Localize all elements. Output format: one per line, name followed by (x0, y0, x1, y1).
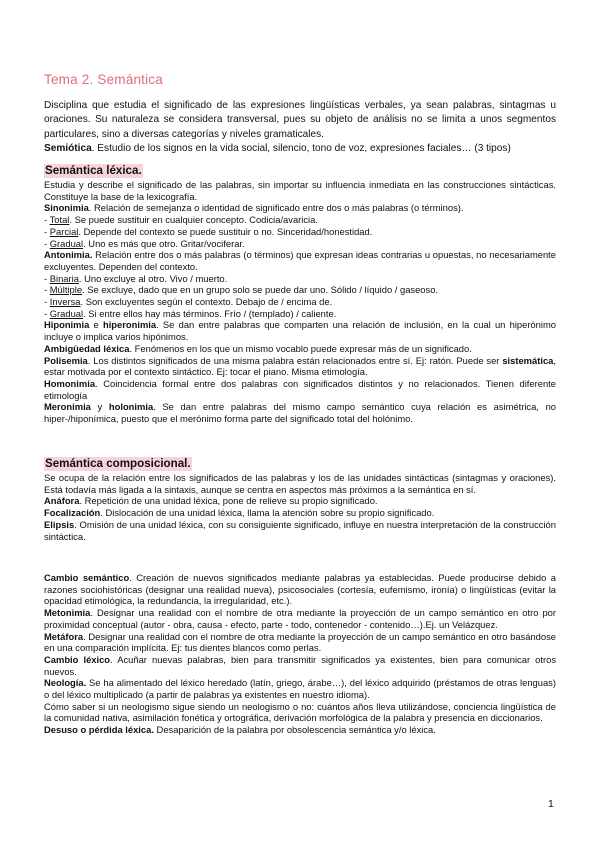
sinonimia-paragraph: Sinonimia. Relación de semejanza o identidad de significado entre dos o más palabras (o términos). (44, 202, 464, 214)
list-item: - Inversa. Son excluyentes según el contexto. Debajo de / encima de. (44, 296, 333, 308)
homonimia-paragraph: Homonimia. Coincidencia formal entre dos palabras con significados distintos y no relacionados. Tienen diferente etimología (44, 377, 556, 401)
page-title: Tema 2. Semántica (44, 72, 163, 87)
hiponimia-paragraph: Hiponimia e hiperonimia. Se dan entre palabras que comparten una relación de inclusión, en la cual un hiperónimo incluye o implica varios hipónimos. (44, 319, 556, 343)
antonimia-paragraph: Antonimia. Relación entre dos o más palabras (o términos) que expresan ideas contrarias u opuestas, no necesariamente excluyentes. Dependen del contexto. (44, 249, 556, 272)
list-item: - Parcial. Depende del contexto se puede sustituir o no. Sinceridad/honestidad. (44, 225, 373, 237)
list-item: - Binaria. Uno excluye al otro. Vivo / muerto. (44, 272, 228, 284)
list-item: - Total. Se puede sustituir en cualquier concepto. Codicia/avaricia. (44, 214, 318, 226)
ambiguedad-paragraph: Ambigüedad léxica. Fenómenos en los que un mismo vocablo puede expresar más de un significado. (44, 342, 472, 354)
neologia-paragraph: Neología. Se ha alimentado del léxico heredado (latín, griego, árabe…), del léxico adquirido (préstamos de otras lenguas) o del léxico multiplicado (a partir de palabras ya existentes en nuestro idioma). (44, 677, 556, 701)
semantica-composicional-section (44, 457, 556, 542)
intro-section (44, 99, 556, 156)
semiotica-paragraph: Semiótica. Estudio de los signos en la vida social, silencio, tono de voz, expresiones faciales… (3 tipos) (44, 142, 511, 154)
semantica-lexica-heading: Semántica léxica. (45, 164, 142, 177)
list-item: - Gradual. Si entre ellos hay más términos. Frío / (templado) / caliente. (44, 307, 337, 319)
semantica-composicional-heading: Semántica composicional. (45, 457, 191, 470)
polisemia-paragraph: Polisemia. Los distintos significados de una misma palabra están relacionados entre sí. Ej: ratón. Puede ser sistemática, estar motivada por el contexto sintáctico. Ej: tocar el piano. Misma etimología. (44, 354, 556, 378)
anafora-paragraph: Anáfora. Repetición de una unidad léxica, pone de relieve su propio significado. (44, 495, 378, 507)
meronimia-paragraph: Meronimia y holonimia. Se dan entre palabras del mismo campo semántico cuya relación es asimétrica, no hiper-/hiponímica, puesto que el merónimo forma parte del significado total del holónimo. (44, 401, 556, 425)
elipsis-paragraph: Elipsis. Omisión de una unidad léxica, con su consiguiente significado, influye en nuestra interpretación de la construcción sintáctica. (44, 518, 556, 542)
cambio-semantico-paragraph: Cambio semántico. Creación de nuevos significados mediante palabras ya establecidas. Puede producirse debido a razones sociohistóricas (designar una realidad nueva), psicosociales (cortesía, eufemismo, ironía) o lingüísticas (evitar la opacidad etimológica, la redundancia, la irregularidad, etc.). (44, 572, 556, 607)
page-number: 1 (548, 798, 554, 810)
composicional-intro: Se ocupa de la relación entre los significados de las palabras y los de las unidades sintácticas (sintagmas y oraciones). Está todavía más ligada a la sintaxis, aunque se centra en aspectos más próximos a la semántica en sí. (44, 472, 556, 495)
cambio-lexico-paragraph: Cambio léxico. Acuñar nuevas palabras, bien para transmitir significados ya existentes, bien para comunicar otros nuevos. (44, 653, 557, 677)
definition-paragraph: Disciplina que estudia el significado de las expresiones lingüísticas verbales, ya sean palabras, sintagmas u oraciones. Su naturaleza se considera transversal, pues su objeto de análisis no se limita a unos segmentos particulares, sino a diversas categorías y niveles gramaticales. (44, 100, 556, 140)
list-item: - Gradual. Uno es más que otro. Gritar/vociferar. (44, 237, 245, 249)
desuso-paragraph: Desuso o pérdida léxica. Desaparición de la palabra por obsolescencia semántica y/o léxica. (44, 724, 436, 736)
metafora-paragraph: Metáfora. Designar una realidad con el nombre de otra mediante la proyección de un campo semántico en otro basándose en una comparación implícita. Ej: tus dientes blancos como perlas. (44, 630, 556, 654)
list-item: - Múltiple. Se excluye, dado que en un grupo solo se puede dar uno. Sólido / líquido / gaseoso. (44, 284, 439, 296)
neologismo-paragraph: Cómo saber si un neologismo sigue siendo un neologismo o no: cuántos años lleva utilizándose, conciencia lingüística de la comunidad nativa, asimilación fonética y ortográfica, derivación morfológica de la palabra y presencia en diccionarios. (44, 700, 556, 724)
focalizacion-paragraph: Focalización. Dislocación de una unidad léxica, llama la atención sobre su propio significado. (44, 507, 435, 519)
metonimia-paragraph: Metonimia. Designar una realidad con el nombre de otra mediante la proyección de un campo semántico en otro por proximidad conceptual (autor - obra, causa - efecto, parte - todo, contenedor - contenido…).Ej. un Velázquez. (44, 607, 556, 630)
lexica-intro: Estudia y describe el significado de las palabras, sin importar su influencia inmediata en las construcciones sintácticas. Constituye la base de la lexicografía. (44, 179, 556, 202)
cambio-section (44, 572, 556, 736)
semiotica-term: Semiótica (44, 142, 92, 154)
semantica-lexica-section (44, 164, 556, 425)
